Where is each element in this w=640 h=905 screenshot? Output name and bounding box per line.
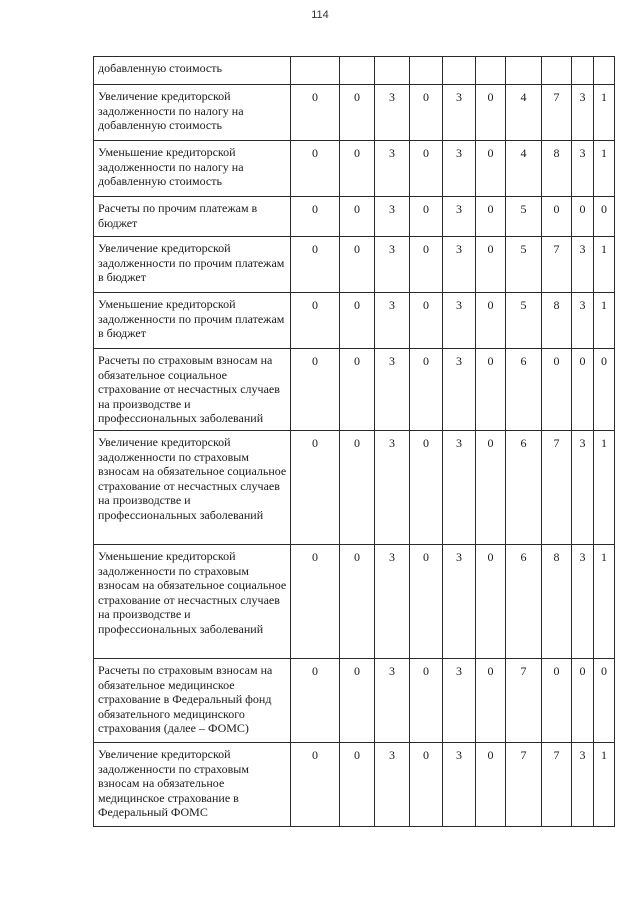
account-code-digit-cell: 3 [375,349,410,431]
account-code-digit-cell: 6 [506,349,542,431]
table-row [94,431,615,545]
account-code-digit-cell: 7 [506,659,542,743]
account-code-digit-cell: 0 [542,197,572,237]
account-code-digit-cell: 3 [375,659,410,743]
account-code-digit-cell: 1 [594,237,615,293]
account-code-digit-cell: 1 [594,743,615,827]
account-code-digit-cell: 3 [572,85,594,141]
account-code-digit-cell [572,57,594,85]
account-code-digit-cell: 0 [291,141,340,197]
account-code-digit-cell: 0 [594,349,615,431]
table-row [94,545,615,659]
account-code-digit-cell: 0 [410,85,443,141]
account-code-digit-cell: 3 [443,431,476,545]
account-code-digit-cell: 3 [375,85,410,141]
account-code-digit-cell: 7 [506,743,542,827]
table-row [94,659,615,743]
account-name-cell: Увеличение кредиторской задолженности по налогу на добавленную стоимость [94,85,291,141]
account-code-digit-cell: 3 [375,141,410,197]
account-code-digit-cell: 3 [443,293,476,349]
account-code-digit-cell: 0 [291,349,340,431]
account-code-digit-cell: 3 [443,237,476,293]
account-code-digit-cell: 0 [572,349,594,431]
table-row [94,349,615,431]
account-code-digit-cell: 0 [340,85,375,141]
account-code-digit-cell: 7 [542,237,572,293]
account-code-digit-cell: 3 [443,197,476,237]
account-code-digit-cell: 4 [506,141,542,197]
account-code-digit-cell: 3 [572,743,594,827]
account-code-digit-cell: 1 [594,85,615,141]
account-code-digit-cell: 3 [572,141,594,197]
account-code-digit-cell: 0 [572,197,594,237]
account-code-digit-cell: 3 [443,85,476,141]
account-code-digit-cell: 0 [340,293,375,349]
account-code-digit-cell: 0 [410,197,443,237]
account-code-digit-cell: 0 [410,293,443,349]
account-code-digit-cell: 1 [594,141,615,197]
account-code-digit-cell: 3 [375,743,410,827]
table-row [94,197,615,237]
account-name-cell: Уменьшение кредиторской задолженности по прочим платежам в бюджет [94,293,291,349]
account-code-digit-cell [375,57,410,85]
account-name-cell: Уменьшение кредиторской задолженности по страховым взносам на обязательное социальное страхование от несчастных случаев на производстве и профессиональных заболеваний [94,545,291,659]
account-code-digit-cell: 0 [340,431,375,545]
account-code-digit-cell: 3 [572,545,594,659]
table-row [94,743,615,827]
account-name-cell: Уменьшение кредиторской задолженности по налогу на добавленную стоимость [94,141,291,197]
account-code-digit-cell: 8 [542,293,572,349]
account-code-digit-cell: 3 [443,743,476,827]
account-code-digit-cell: 3 [443,141,476,197]
account-code-digit-cell [506,57,542,85]
account-code-digit-cell: 0 [410,349,443,431]
account-code-digit-cell: 3 [375,431,410,545]
account-code-digit-cell [594,57,615,85]
account-name-cell: Увеличение кредиторской задолженности по страховым взносам на обязательное социальное страхование от несчастных случаев на производстве и профессиональных заболеваний [94,431,291,545]
account-code-digit-cell [476,57,506,85]
account-name-cell: Расчеты по страховым взносам на обязательное социальное страхование от несчастных случаев на производстве и профессиональных заболеваний [94,349,291,431]
account-code-digit-cell: 0 [340,545,375,659]
account-code-digit-cell: 5 [506,237,542,293]
account-code-digit-cell: 0 [476,659,506,743]
account-code-digit-cell: 0 [476,545,506,659]
account-code-digit-cell: 0 [594,659,615,743]
account-code-digit-cell: 3 [375,237,410,293]
table-row [94,293,615,349]
account-code-digit-cell: 0 [410,545,443,659]
account-code-digit-cell: 0 [542,349,572,431]
account-code-digit-cell: 0 [410,431,443,545]
account-code-digit-cell: 0 [340,237,375,293]
account-code-digit-cell: 0 [340,743,375,827]
account-code-digit-cell: 6 [506,545,542,659]
account-name-cell: Расчеты по страховым взносам на обязательное медицинское страхование в Федеральный фонд обязательного медицинского страхования (далее – ФОМС) [94,659,291,743]
account-code-digit-cell: 0 [291,85,340,141]
table-row [94,237,615,293]
account-code-digit-cell: 0 [542,659,572,743]
account-code-digit-cell: 6 [506,431,542,545]
account-code-digit-cell: 3 [375,293,410,349]
account-name-cell: Расчеты по прочим платежам в бюджет [94,197,291,237]
account-code-digit-cell: 0 [410,141,443,197]
accounts-table [93,56,615,827]
account-code-digit-cell: 8 [542,141,572,197]
account-code-digit-cell: 3 [572,431,594,545]
account-code-digit-cell [443,57,476,85]
account-code-digit-cell: 0 [291,197,340,237]
account-name-cell: Увеличение кредиторской задолженности по страховым взносам на обязательное медицинское страхование в Федеральный ФОМС [94,743,291,827]
account-code-digit-cell: 3 [572,237,594,293]
account-code-digit-cell: 0 [410,659,443,743]
account-code-digit-cell: 1 [594,545,615,659]
account-code-digit-cell: 0 [476,293,506,349]
account-code-digit-cell: 0 [476,141,506,197]
account-code-digit-cell: 0 [594,197,615,237]
account-code-digit-cell: 0 [291,743,340,827]
account-code-digit-cell: 0 [410,237,443,293]
account-code-digit-cell: 0 [572,659,594,743]
account-code-digit-cell: 0 [340,141,375,197]
account-code-digit-cell: 0 [291,237,340,293]
account-code-digit-cell: 0 [291,659,340,743]
account-code-digit-cell: 0 [291,545,340,659]
account-code-digit-cell: 3 [375,545,410,659]
account-code-digit-cell: 7 [542,743,572,827]
account-code-digit-cell: 0 [476,743,506,827]
account-code-digit-cell: 3 [375,197,410,237]
table-row [94,85,615,141]
account-code-digit-cell: 3 [443,349,476,431]
account-code-digit-cell: 3 [572,293,594,349]
account-code-digit-cell: 0 [340,349,375,431]
account-code-digit-cell: 5 [506,197,542,237]
account-code-digit-cell: 5 [506,293,542,349]
account-code-digit-cell: 0 [476,237,506,293]
account-code-digit-cell: 3 [443,545,476,659]
account-code-digit-cell: 0 [291,293,340,349]
account-code-digit-cell: 8 [542,545,572,659]
account-code-digit-cell: 4 [506,85,542,141]
account-code-digit-cell: 1 [594,293,615,349]
account-code-digit-cell [410,57,443,85]
account-code-digit-cell: 3 [443,659,476,743]
account-code-digit-cell: 0 [476,431,506,545]
account-code-digit-cell [542,57,572,85]
table-row [94,141,615,197]
account-code-digit-cell: 0 [410,743,443,827]
account-code-digit-cell [291,57,340,85]
account-code-digit-cell: 0 [476,349,506,431]
account-code-digit-cell: 0 [476,85,506,141]
table-row [94,57,615,85]
account-code-digit-cell [340,57,375,85]
account-code-digit-cell: 7 [542,431,572,545]
page-number: 114 [311,9,329,21]
account-code-digit-cell: 0 [340,197,375,237]
account-code-digit-cell: 0 [340,659,375,743]
account-code-digit-cell: 0 [291,431,340,545]
account-code-digit-cell: 7 [542,85,572,141]
account-name-cell: Увеличение кредиторской задолженности по прочим платежам в бюджет [94,237,291,293]
account-code-digit-cell: 1 [594,431,615,545]
account-code-digit-cell: 0 [476,197,506,237]
account-name-cell: добавленную стоимость [94,57,291,85]
